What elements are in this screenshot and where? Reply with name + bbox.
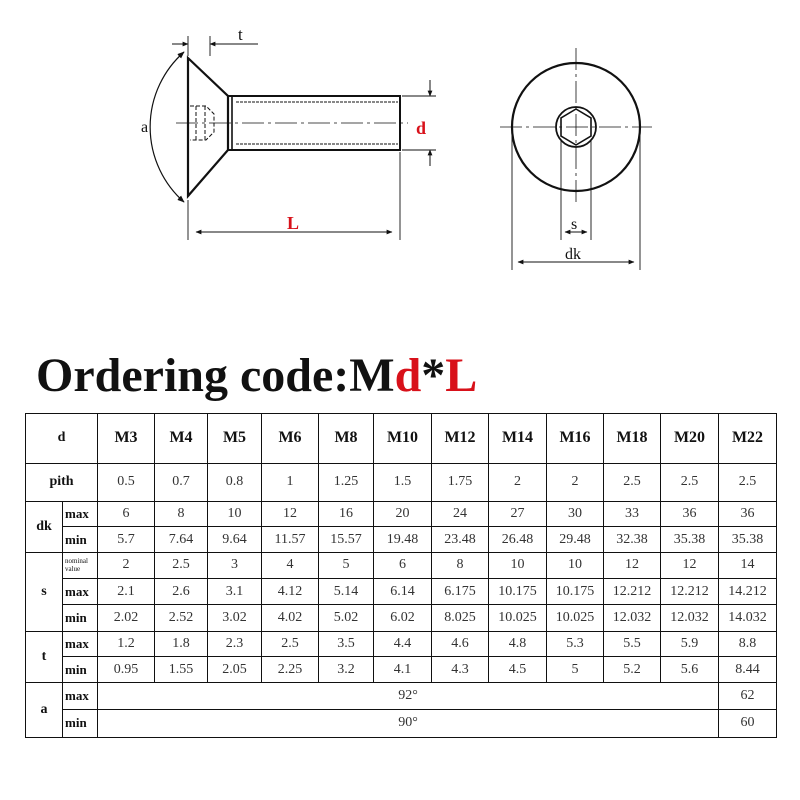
s-max-cell: 5.14 (319, 579, 374, 605)
row-t-min (26, 656, 777, 682)
size-header: M6 (262, 414, 319, 464)
pitch-cell: 2 (547, 463, 604, 501)
ordering-code-star: * (421, 349, 446, 402)
size-header: M18 (604, 414, 661, 464)
ordering-code-d: d (394, 349, 422, 402)
dk-min-cell: 35.38 (661, 527, 719, 552)
size-header: M10 (374, 414, 432, 464)
row-t-max (26, 631, 777, 656)
row-dk-max (26, 502, 777, 527)
s-min-cell: 5.02 (319, 605, 374, 631)
label-dk: dk (565, 246, 581, 263)
t-min-cell: 0.95 (98, 656, 155, 682)
label-L: L (287, 213, 300, 233)
s-nominal-cell: 8 (432, 552, 489, 578)
dk-max-cell: 36 (719, 502, 777, 527)
t-max-cell: 1.2 (98, 631, 155, 656)
s-max-cell: 2.6 (155, 579, 208, 605)
t-min-cell: 5.2 (604, 656, 661, 682)
t-max-cell: 5.9 (661, 631, 719, 656)
row-s-max (26, 579, 777, 605)
s-min-cell: 2.52 (155, 605, 208, 631)
sub-max: max (63, 579, 98, 605)
a-min-span-cell: 90° (98, 709, 719, 737)
label-a: a (141, 119, 149, 136)
dk-min-cell: 15.57 (319, 527, 374, 552)
s-min-cell: 10.025 (547, 605, 604, 631)
s-nominal-cell: 3 (208, 552, 262, 578)
dk-max-cell: 36 (661, 502, 719, 527)
s-max-cell: 6.14 (374, 579, 432, 605)
param-s: s (26, 552, 63, 631)
dk-max-cell: 24 (432, 502, 489, 527)
row-s-min (26, 605, 777, 631)
dk-min-cell: 11.57 (262, 527, 319, 552)
t-min-cell: 2.25 (262, 656, 319, 682)
t-min-cell: 4.1 (374, 656, 432, 682)
t-max-cell: 2.3 (208, 631, 262, 656)
dk-max-cell: 8 (155, 502, 208, 527)
size-header: M20 (661, 414, 719, 464)
pitch-cell: 1.25 (319, 463, 374, 501)
s-nominal-cell: 12 (604, 552, 661, 578)
t-min-cell: 4.5 (489, 656, 547, 682)
s-nominal-cell: 6 (374, 552, 432, 578)
pitch-cell: 2.5 (661, 463, 719, 501)
pitch-cell: 0.7 (155, 463, 208, 501)
pitch-cell: 1.75 (432, 463, 489, 501)
t-max-cell: 1.8 (155, 631, 208, 656)
s-nominal-cell: 2.5 (155, 552, 208, 578)
label-d: d (416, 118, 427, 138)
row-dk-min (26, 527, 777, 552)
s-max-cell: 3.1 (208, 579, 262, 605)
t-min-cell: 2.05 (208, 656, 262, 682)
size-header: M8 (319, 414, 374, 464)
size-header: M5 (208, 414, 262, 464)
s-max-cell: 6.175 (432, 579, 489, 605)
pitch-cell: 2 (489, 463, 547, 501)
dk-max-cell: 6 (98, 502, 155, 527)
param-t: t (26, 631, 63, 683)
dk-max-cell: 12 (262, 502, 319, 527)
side-view (150, 36, 436, 240)
s-min-cell: 3.02 (208, 605, 262, 631)
sub-min: min (63, 527, 98, 552)
s-min-cell: 12.032 (661, 605, 719, 631)
param-dk: dk (26, 502, 63, 553)
dk-min-cell: 9.64 (208, 527, 262, 552)
dk-min-cell: 26.48 (489, 527, 547, 552)
t-min-cell: 5 (547, 656, 604, 682)
t-max-cell: 5.5 (604, 631, 661, 656)
size-header: M3 (98, 414, 155, 464)
t-max-cell: 2.5 (262, 631, 319, 656)
pitch-cell: 2.5 (719, 463, 777, 501)
s-nominal-cell: 2 (98, 552, 155, 578)
row-a-min (26, 709, 777, 737)
pitch-cell: 2.5 (604, 463, 661, 501)
label-s: s (571, 216, 578, 233)
s-max-cell: 12.212 (661, 579, 719, 605)
sub-min: min (63, 656, 98, 682)
dk-max-cell: 30 (547, 502, 604, 527)
ordering-code-prefix: Ordering code:M (36, 349, 395, 402)
screw-technical-drawing (0, 0, 800, 340)
dk-min-cell: 32.38 (604, 527, 661, 552)
dk-min-cell: 7.64 (155, 527, 208, 552)
t-min-cell: 4.3 (432, 656, 489, 682)
size-header: M22 (719, 414, 777, 464)
a-max-last-cell: 62 (719, 683, 777, 709)
param-pitch: pith (26, 463, 98, 501)
s-min-cell: 12.032 (604, 605, 661, 631)
sub-min: min (63, 605, 98, 631)
s-nominal-cell: 10 (547, 552, 604, 578)
t-min-cell: 1.55 (155, 656, 208, 682)
dk-max-cell: 27 (489, 502, 547, 527)
a-max-span-cell: 92° (98, 683, 719, 709)
s-min-cell: 2.02 (98, 605, 155, 631)
pitch-cell: 0.5 (98, 463, 155, 501)
sub-min: min (63, 709, 98, 737)
s-nominal-cell: 12 (661, 552, 719, 578)
row-a-max (26, 683, 777, 709)
size-header: M12 (432, 414, 489, 464)
t-max-cell: 4.4 (374, 631, 432, 656)
pitch-cell: 1 (262, 463, 319, 501)
a-min-last-cell: 60 (719, 709, 777, 737)
t-max-cell: 3.5 (319, 631, 374, 656)
t-min-cell: 8.44 (719, 656, 777, 682)
dk-max-cell: 10 (208, 502, 262, 527)
row-s-nominal (26, 552, 777, 578)
t-max-cell: 4.6 (432, 631, 489, 656)
ordering-code-L: L (445, 349, 478, 402)
s-max-cell: 12.212 (604, 579, 661, 605)
sub-max: max (63, 502, 98, 527)
param-a: a (26, 683, 63, 738)
t-max-cell: 5.3 (547, 631, 604, 656)
t-min-cell: 5.6 (661, 656, 719, 682)
param-d: d (26, 414, 98, 464)
size-header: M16 (547, 414, 604, 464)
sub-max: max (63, 631, 98, 656)
size-header: M4 (155, 414, 208, 464)
s-max-cell: 4.12 (262, 579, 319, 605)
dk-min-cell: 23.48 (432, 527, 489, 552)
specification-table (25, 413, 777, 738)
s-max-cell: 2.1 (98, 579, 155, 605)
row-size (26, 414, 777, 464)
t-min-cell: 3.2 (319, 656, 374, 682)
s-min-cell: 8.025 (432, 605, 489, 631)
s-nominal-cell: 10 (489, 552, 547, 578)
s-max-cell: 14.212 (719, 579, 777, 605)
t-max-cell: 4.8 (489, 631, 547, 656)
s-min-cell: 6.02 (374, 605, 432, 631)
pitch-cell: 1.5 (374, 463, 432, 501)
dk-max-cell: 16 (319, 502, 374, 527)
row-pitch (26, 463, 777, 501)
label-t: t (238, 25, 243, 44)
dk-min-cell: 5.7 (98, 527, 155, 552)
s-min-cell: 10.025 (489, 605, 547, 631)
s-nominal-cell: 5 (319, 552, 374, 578)
s-min-cell: 4.02 (262, 605, 319, 631)
s-max-cell: 10.175 (547, 579, 604, 605)
end-view (500, 48, 652, 270)
pitch-cell: 0.8 (208, 463, 262, 501)
dk-max-cell: 20 (374, 502, 432, 527)
s-max-cell: 10.175 (489, 579, 547, 605)
s-nominal-cell: 14 (719, 552, 777, 578)
dk-min-cell: 29.48 (547, 527, 604, 552)
ordering-code-heading (36, 346, 477, 406)
s-nominal-cell: 4 (262, 552, 319, 578)
dk-min-cell: 35.38 (719, 527, 777, 552)
sub-max: max (63, 683, 98, 709)
t-max-cell: 8.8 (719, 631, 777, 656)
dk-max-cell: 33 (604, 502, 661, 527)
sub-nominal-value: nominal value (63, 552, 98, 578)
dk-min-cell: 19.48 (374, 527, 432, 552)
size-header: M14 (489, 414, 547, 464)
s-min-cell: 14.032 (719, 605, 777, 631)
